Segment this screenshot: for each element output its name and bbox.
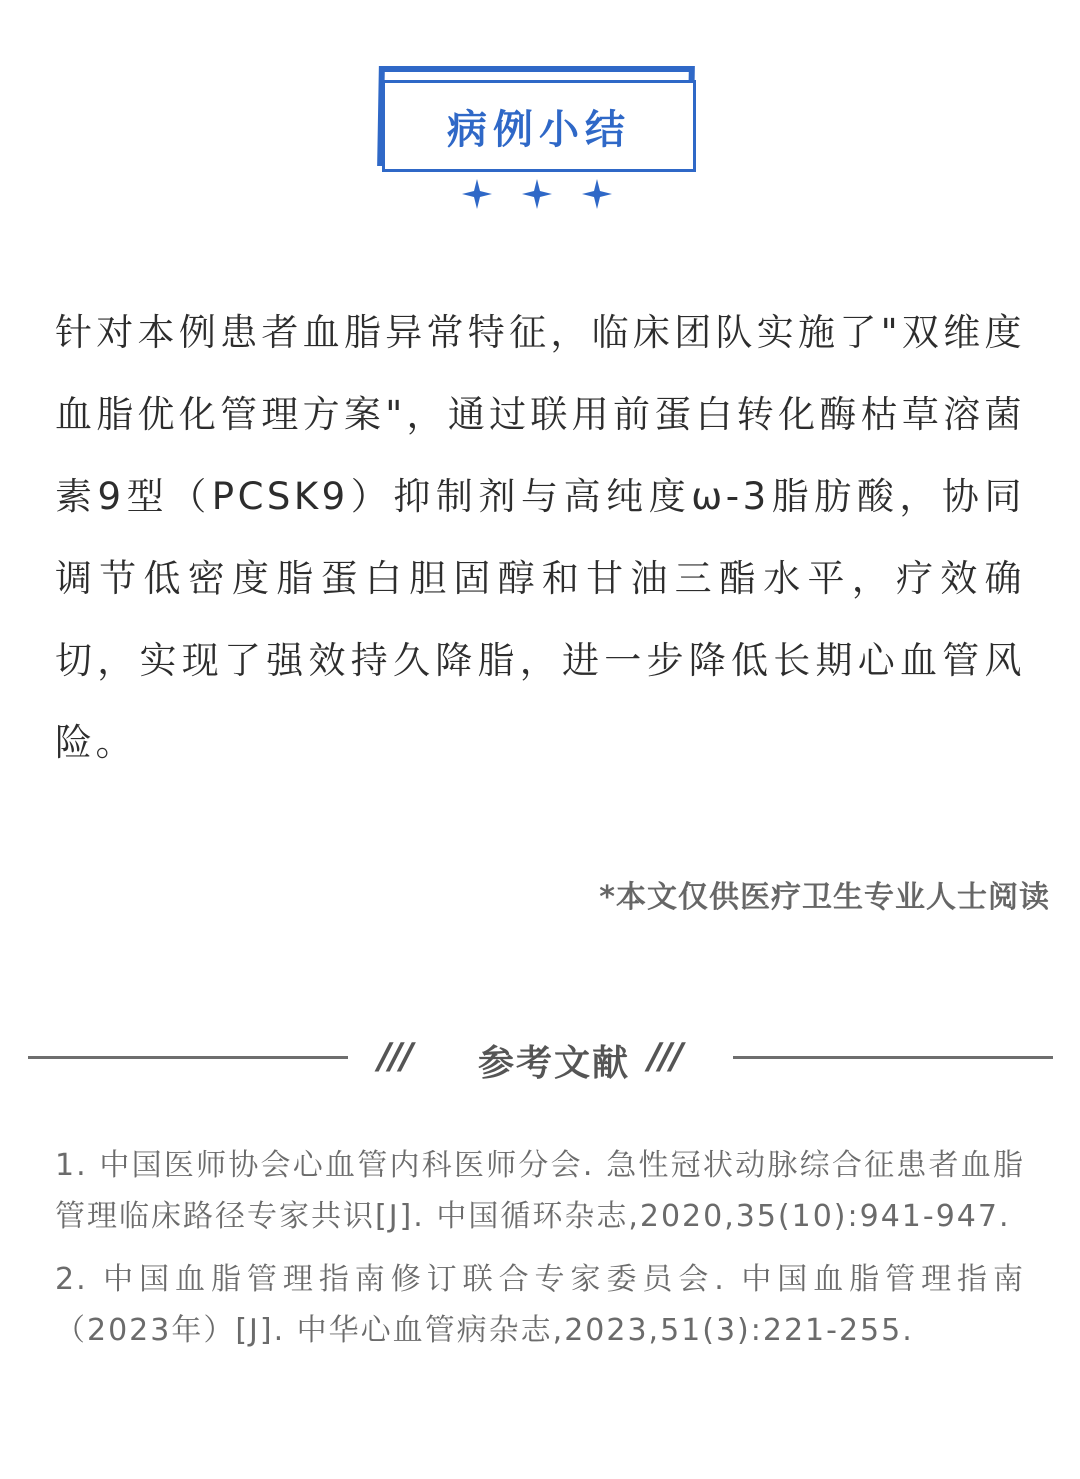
divider-line-right [733,1056,1053,1059]
sparkle-icon [582,179,612,209]
title-frame [382,80,696,172]
divider-line-left [28,1056,348,1059]
sparkle-icon [522,179,552,209]
section-title: 病例小结 [447,106,631,153]
slash-decoration-left: /// [378,1036,412,1077]
references-header [28,1032,1053,1084]
reference-item: 2. 中国血脂管理指南修订联合专家委员会. 中国血脂管理指南（2023年）[J]. 中华心血管病杂志,2023,51(3):221-255. [55,1262,1025,1348]
professional-notice: *本文仅供医疗卫生专业人士阅读 [599,880,1050,915]
sparkle-icon [462,179,492,209]
section-title-badge [370,62,710,192]
references-title: 参考文献 [477,1043,630,1084]
sparkle-decoration [462,176,612,212]
case-summary-paragraph: 针对本例患者血脂异常特征，临床团队实施了"双维度血脂优化管理方案"，通过联用前蛋白转化酶枯草溶菌素9型（PCSK9）抑制剂与高纯度ω-3脂肪酸，协同调节低密度脂蛋白胆固醇和甘油三酯水平，疗效确切，实现了强效持久降脂，进一步降低长期心血管风险。 [55,311,1025,764]
slash-decoration-right: /// [648,1036,682,1077]
reference-item: 1. 中国医师协会心血管内科医师分会. 急性冠状动脉综合征患者血脂管理临床路径专家共识[J]. 中国循环杂志,2020,35(10):941-947. [55,1148,1025,1234]
references-list [55,1140,1025,1368]
